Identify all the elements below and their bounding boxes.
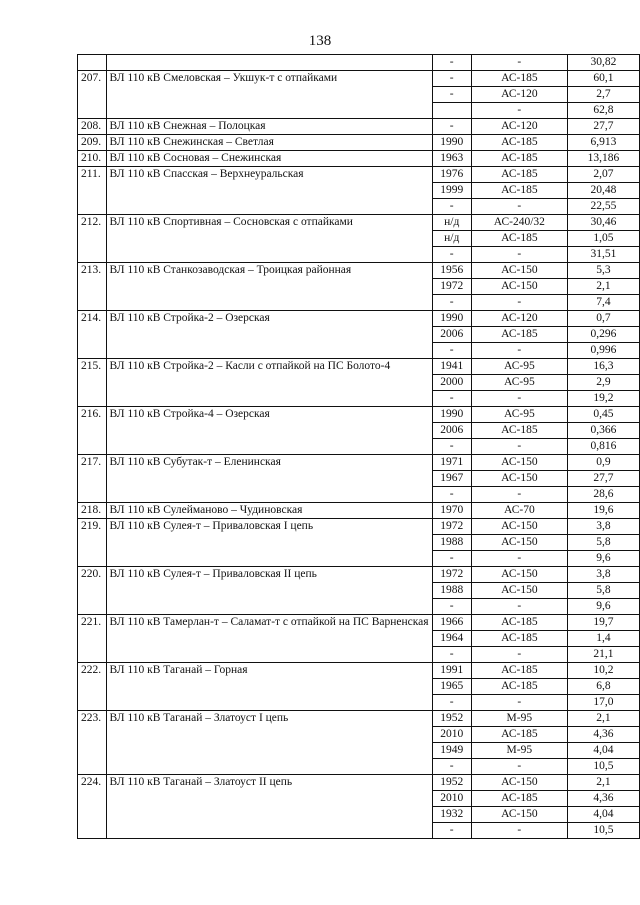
row-number: 216.	[78, 407, 107, 455]
commission-year: 1952	[432, 711, 471, 727]
table-row	[78, 215, 640, 231]
commission-year: 1999	[432, 183, 471, 199]
row-number: 224.	[78, 775, 107, 839]
line-length: 4,36	[567, 727, 639, 743]
wire-type: -	[471, 247, 567, 263]
line-length: 60,1	[567, 71, 639, 87]
commission-year: 1972	[432, 519, 471, 535]
wire-type: -	[471, 823, 567, 839]
commission-year: н/д	[432, 215, 471, 231]
line-length: 6,913	[567, 135, 639, 151]
line-name: ВЛ 110 кВ Стройка-4 – Озерская	[106, 407, 432, 455]
commission-year: 2006	[432, 423, 471, 439]
commission-year: 1990	[432, 135, 471, 151]
commission-year: 1990	[432, 311, 471, 327]
row-number: 218.	[78, 503, 107, 519]
commission-year: -	[432, 551, 471, 567]
commission-year: -	[432, 823, 471, 839]
commission-year: 1963	[432, 151, 471, 167]
commission-year: 2010	[432, 727, 471, 743]
table-row	[78, 311, 640, 327]
line-length: 0,366	[567, 423, 639, 439]
line-name: ВЛ 110 кВ Снежная – Полоцкая	[106, 119, 432, 135]
table-row	[78, 663, 640, 679]
wire-type: -	[471, 487, 567, 503]
table-row	[78, 135, 640, 151]
wire-type: АС-150	[471, 455, 567, 471]
wire-type: АС-185	[471, 151, 567, 167]
wire-type: -	[471, 759, 567, 775]
wire-type: АС-185	[471, 167, 567, 183]
commission-year: 1967	[432, 471, 471, 487]
commission-year: -	[432, 391, 471, 407]
wire-type: АС-150	[471, 583, 567, 599]
wire-type: -	[471, 103, 567, 119]
line-name: ВЛ 110 кВ Сулейманово – Чудиновская	[106, 503, 432, 519]
line-name	[106, 55, 432, 71]
wire-type: -	[471, 599, 567, 615]
table-row	[78, 359, 640, 375]
wire-type: АС-185	[471, 231, 567, 247]
wire-type: М-95	[471, 743, 567, 759]
line-length: 10,5	[567, 823, 639, 839]
wire-type: АС-150	[471, 471, 567, 487]
commission-year: 1971	[432, 455, 471, 471]
commission-year: -	[432, 295, 471, 311]
row-number: 219.	[78, 519, 107, 567]
line-name: ВЛ 110 кВ Таганай – Златоуст I цепь	[106, 711, 432, 775]
line-length: 0,9	[567, 455, 639, 471]
table-row	[78, 151, 640, 167]
line-length: 22,55	[567, 199, 639, 215]
wire-type: АС-150	[471, 519, 567, 535]
table-row	[78, 567, 640, 583]
line-length: 19,2	[567, 391, 639, 407]
line-length: 4,04	[567, 743, 639, 759]
line-length: 27,7	[567, 471, 639, 487]
commission-year: 2006	[432, 327, 471, 343]
wire-type: АС-150	[471, 807, 567, 823]
commission-year: -	[432, 247, 471, 263]
wire-type: АС-185	[471, 679, 567, 695]
commission-year: -	[432, 439, 471, 455]
line-length: 27,7	[567, 119, 639, 135]
commission-year: -	[432, 599, 471, 615]
wire-type: АС-120	[471, 119, 567, 135]
commission-year: -	[432, 487, 471, 503]
line-length: 3,8	[567, 567, 639, 583]
line-length: 2,07	[567, 167, 639, 183]
wire-type: -	[471, 551, 567, 567]
line-length: 28,6	[567, 487, 639, 503]
line-length: 7,4	[567, 295, 639, 311]
line-length: 16,3	[567, 359, 639, 375]
table-row	[78, 407, 640, 423]
wire-type: АС-150	[471, 535, 567, 551]
commission-year: -	[432, 647, 471, 663]
line-length: 4,36	[567, 791, 639, 807]
power-lines-table	[77, 54, 640, 839]
table-row	[78, 455, 640, 471]
line-name: ВЛ 110 кВ Сулея-т – Приваловская II цепь	[106, 567, 432, 615]
wire-type: -	[471, 343, 567, 359]
wire-type: М-95	[471, 711, 567, 727]
commission-year: 1972	[432, 567, 471, 583]
line-length: 10,2	[567, 663, 639, 679]
commission-year: -	[432, 759, 471, 775]
wire-type: АС-185	[471, 615, 567, 631]
line-name: ВЛ 110 кВ Спасская – Верхнеуральская	[106, 167, 432, 215]
wire-type: АС-185	[471, 727, 567, 743]
wire-type: АС-185	[471, 327, 567, 343]
line-length: 5,8	[567, 535, 639, 551]
wire-type: -	[471, 199, 567, 215]
table-row	[78, 615, 640, 631]
wire-type: АС-185	[471, 791, 567, 807]
commission-year: 1966	[432, 615, 471, 631]
page-number: 138	[308, 33, 332, 49]
line-length: 0,45	[567, 407, 639, 423]
line-name: ВЛ 110 кВ Стройка-2 – Касли с отпайкой на ПС Болото-4	[106, 359, 432, 407]
commission-year: 1941	[432, 359, 471, 375]
commission-year: 2010	[432, 791, 471, 807]
commission-year: -	[432, 343, 471, 359]
table-body	[78, 55, 640, 839]
line-name: ВЛ 110 кВ Снежинская – Светлая	[106, 135, 432, 151]
wire-type: АС-70	[471, 503, 567, 519]
table-row	[78, 263, 640, 279]
line-length: 30,82	[567, 55, 639, 71]
commission-year: -	[432, 71, 471, 87]
row-number: 221.	[78, 615, 107, 663]
commission-year: -	[432, 55, 471, 71]
commission-year: 1991	[432, 663, 471, 679]
commission-year: 1932	[432, 807, 471, 823]
table-row	[78, 519, 640, 535]
line-length: 19,6	[567, 503, 639, 519]
wire-type: -	[471, 55, 567, 71]
line-length: 31,51	[567, 247, 639, 263]
line-length: 13,186	[567, 151, 639, 167]
wire-type: -	[471, 295, 567, 311]
wire-type: АС-150	[471, 775, 567, 791]
wire-type: АС-240/32	[471, 215, 567, 231]
line-length: 5,8	[567, 583, 639, 599]
line-length: 9,6	[567, 551, 639, 567]
line-name: ВЛ 110 кВ Таганай – Горная	[106, 663, 432, 711]
commission-year: н/д	[432, 231, 471, 247]
table-row	[78, 167, 640, 183]
line-length: 2,1	[567, 711, 639, 727]
commission-year: 1976	[432, 167, 471, 183]
commission-year: -	[432, 695, 471, 711]
row-number: 217.	[78, 455, 107, 503]
wire-type: АС-95	[471, 375, 567, 391]
line-length: 6,8	[567, 679, 639, 695]
commission-year: -	[432, 119, 471, 135]
row-number: 223.	[78, 711, 107, 775]
line-length: 1,4	[567, 631, 639, 647]
table-row	[78, 775, 640, 791]
row-number: 214.	[78, 311, 107, 359]
line-name: ВЛ 110 кВ Субутак-т – Еленинская	[106, 455, 432, 503]
row-number: 207.	[78, 71, 107, 119]
line-length: 20,48	[567, 183, 639, 199]
table-row	[78, 503, 640, 519]
line-name: ВЛ 110 кВ Таганай – Златоуст II цепь	[106, 775, 432, 839]
commission-year: 1988	[432, 583, 471, 599]
line-length: 0,816	[567, 439, 639, 455]
row-number: 220.	[78, 567, 107, 615]
wire-type: АС-150	[471, 279, 567, 295]
row-number: 210.	[78, 151, 107, 167]
wire-type: АС-185	[471, 423, 567, 439]
wire-type: АС-185	[471, 183, 567, 199]
commission-year: -	[432, 87, 471, 103]
line-length: 19,7	[567, 615, 639, 631]
wire-type: АС-150	[471, 263, 567, 279]
wire-type: АС-185	[471, 663, 567, 679]
row-number: 209.	[78, 135, 107, 151]
wire-type: АС-185	[471, 631, 567, 647]
wire-type: АС-185	[471, 71, 567, 87]
line-name: ВЛ 110 кВ Спортивная – Сосновская с отпайками	[106, 215, 432, 263]
wire-type: АС-120	[471, 87, 567, 103]
line-length: 2,9	[567, 375, 639, 391]
row-number: 208.	[78, 119, 107, 135]
line-name: ВЛ 110 кВ Сулея-т – Приваловская I цепь	[106, 519, 432, 567]
line-length: 1,05	[567, 231, 639, 247]
line-name: ВЛ 110 кВ Сосновая – Снежинская	[106, 151, 432, 167]
wire-type: АС-120	[471, 311, 567, 327]
line-length: 5,3	[567, 263, 639, 279]
commission-year: -	[432, 199, 471, 215]
row-number: 213.	[78, 263, 107, 311]
line-name: ВЛ 110 кВ Тамерлан-т – Саламат-т с отпайкой на ПС Варненская	[106, 615, 432, 663]
line-length: 21,1	[567, 647, 639, 663]
row-number: 222.	[78, 663, 107, 711]
row-number: 211.	[78, 167, 107, 215]
line-length: 4,04	[567, 807, 639, 823]
commission-year: 1949	[432, 743, 471, 759]
line-length: 2,1	[567, 279, 639, 295]
table-row	[78, 71, 640, 87]
wire-type: -	[471, 647, 567, 663]
commission-year: 2000	[432, 375, 471, 391]
line-name: ВЛ 110 кВ Смеловская – Укшук-т с отпайками	[106, 71, 432, 119]
line-length: 62,8	[567, 103, 639, 119]
commission-year: 1972	[432, 279, 471, 295]
commission-year: 1956	[432, 263, 471, 279]
wire-type: АС-95	[471, 359, 567, 375]
line-length: 2,7	[567, 87, 639, 103]
line-name: ВЛ 110 кВ Стройка-2 – Озерская	[106, 311, 432, 359]
commission-year: 1952	[432, 775, 471, 791]
wire-type: АС-185	[471, 135, 567, 151]
row-number: 215.	[78, 359, 107, 407]
line-name: ВЛ 110 кВ Станкозаводская – Троицкая районная	[106, 263, 432, 311]
row-number	[78, 55, 107, 71]
line-length: 0,996	[567, 343, 639, 359]
wire-type: АС-150	[471, 567, 567, 583]
line-length: 9,6	[567, 599, 639, 615]
commission-year: 1970	[432, 503, 471, 519]
row-number: 212.	[78, 215, 107, 263]
line-length: 3,8	[567, 519, 639, 535]
line-length: 0,296	[567, 327, 639, 343]
line-length: 0,7	[567, 311, 639, 327]
commission-year: 1964	[432, 631, 471, 647]
line-length: 2,1	[567, 775, 639, 791]
wire-type: -	[471, 439, 567, 455]
line-length: 10,5	[567, 759, 639, 775]
table-row	[78, 55, 640, 71]
wire-type: -	[471, 391, 567, 407]
wire-type: -	[471, 695, 567, 711]
commission-year: 1965	[432, 679, 471, 695]
wire-type: АС-95	[471, 407, 567, 423]
commission-year: 1988	[432, 535, 471, 551]
table-row	[78, 119, 640, 135]
commission-year	[432, 103, 471, 119]
commission-year: 1990	[432, 407, 471, 423]
line-length: 17,0	[567, 695, 639, 711]
table-row	[78, 711, 640, 727]
line-length: 30,46	[567, 215, 639, 231]
